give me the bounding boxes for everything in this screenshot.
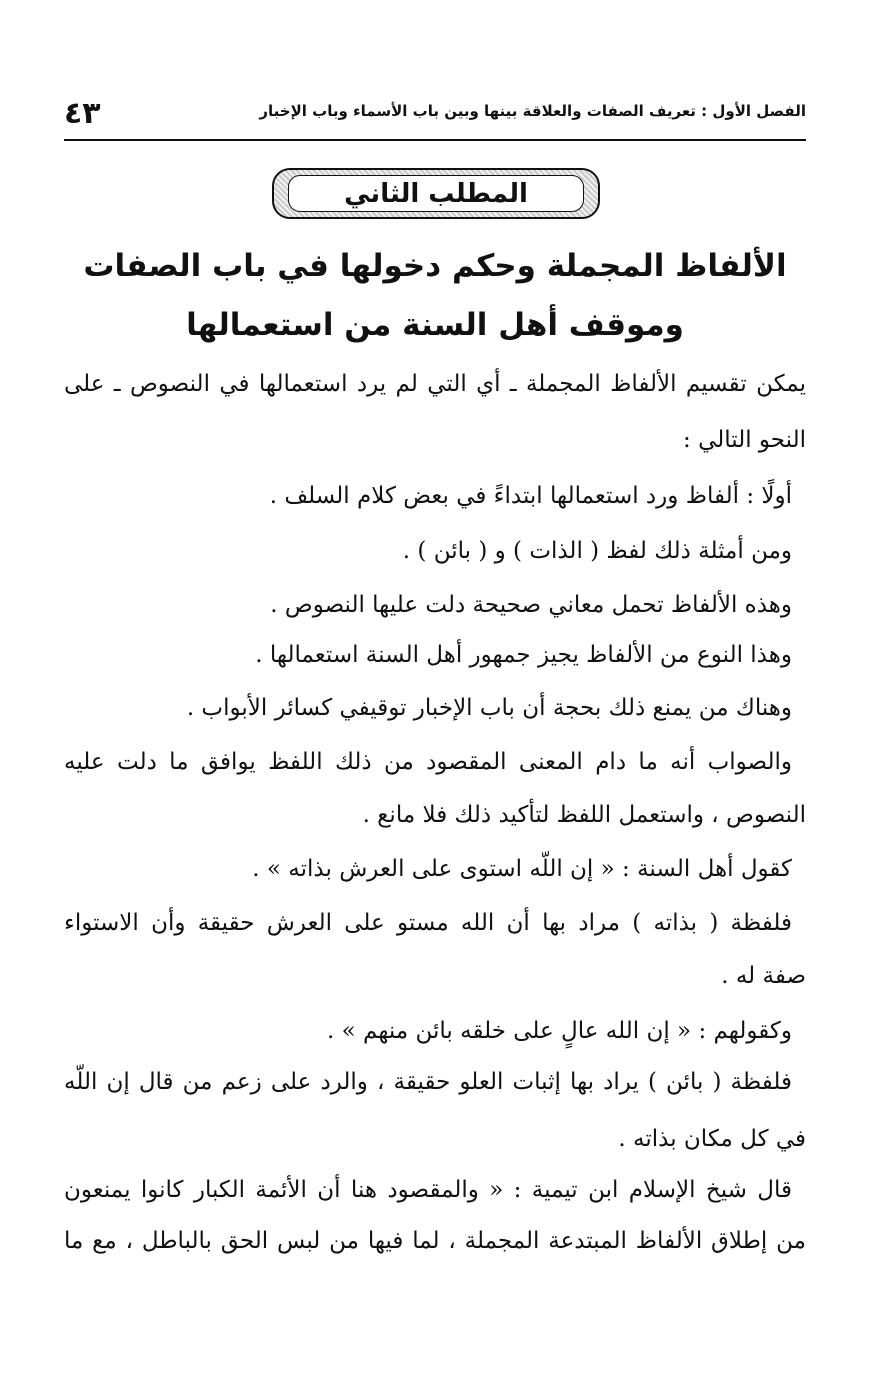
paragraph-line-6: وهذا النوع من الألفاظ يجيز جمهور أهل السنة استعمالها . (255, 642, 792, 668)
paragraph-line-17: من إطلاق الألفاظ المبتدعة المجملة ، لما فيها من لبس الحق بالباطل ، مع ما (64, 1228, 806, 1254)
header-rule (64, 139, 806, 141)
section-box-frame (272, 168, 600, 219)
paragraph-line-8: والصواب أنه ما دام المعنى المقصود من ذلك اللفظ يوافق ما دلت عليه (64, 749, 792, 775)
section-label: المطلب الثاني (344, 178, 528, 209)
chapter-title-line-1: الألفاظ المجملة وحكم دخولها في باب الصفات (83, 248, 787, 284)
paragraph-line-7: وهناك من يمنع ذلك بحجة أن باب الإخبار توقيفي كسائر الأبواب . (186, 695, 792, 721)
paragraph-line-10: كقول أهل السنة : « إن اللّه استوى على العرش بذاته » . (252, 856, 792, 882)
paragraph-line-9: النصوص ، واستعمل اللفظ لتأكيد ذلك فلا مانع . (362, 802, 806, 828)
section-box (272, 168, 600, 219)
paragraph-line-2: النحو التالي : (683, 427, 806, 453)
paragraph-line-1: يمكن تقسيم الألفاظ المجملة ـ أي التي لم يرد استعمالها في النصوص ـ على (64, 371, 806, 397)
section-box-inner (288, 175, 584, 212)
page-header (64, 96, 806, 138)
running-title: الفصل الأول : تعريف الصفات والعلاقة بينها وبين باب الأسماء وباب الإخبار (259, 102, 806, 120)
page-number: ٤٣ (64, 96, 101, 131)
chapter-title-line-2: وموقف أهل السنة من استعمالها (186, 307, 684, 343)
paragraph-line-4: ومن أمثلة ذلك لفظ ( الذات ) و ( بائن ) . (402, 538, 792, 564)
paragraph-line-15: في كل مكان بذاته . (618, 1126, 806, 1152)
paragraph-line-13: وكقولهم : « إن الله عالٍ على خلقه بائن منهم » . (327, 1018, 792, 1044)
paragraph-line-3: أولًا : ألفاظ ورد استعمالها ابتداءً في بعض كلام السلف . (269, 483, 792, 509)
paragraph-line-12: صفة له . (721, 963, 806, 989)
paragraph-line-16: قال شيخ الإسلام ابن تيمية : « والمقصود هنا أن الأئمة الكبار كانوا يمنعون (64, 1177, 792, 1203)
paragraph-line-14: فلفظة ( بائن ) يراد بها إثبات العلو حقيقة ، والرد على زعم من قال إن اللّه (64, 1069, 792, 1095)
paragraph-line-5: وهذه الألفاظ تحمل معاني صحيحة دلت عليها النصوص . (270, 592, 792, 618)
paragraph-line-11: فلفظة ( بذاته ) مراد بها أن الله مستو على العرش حقيقة وأن الاستواء (64, 910, 792, 936)
